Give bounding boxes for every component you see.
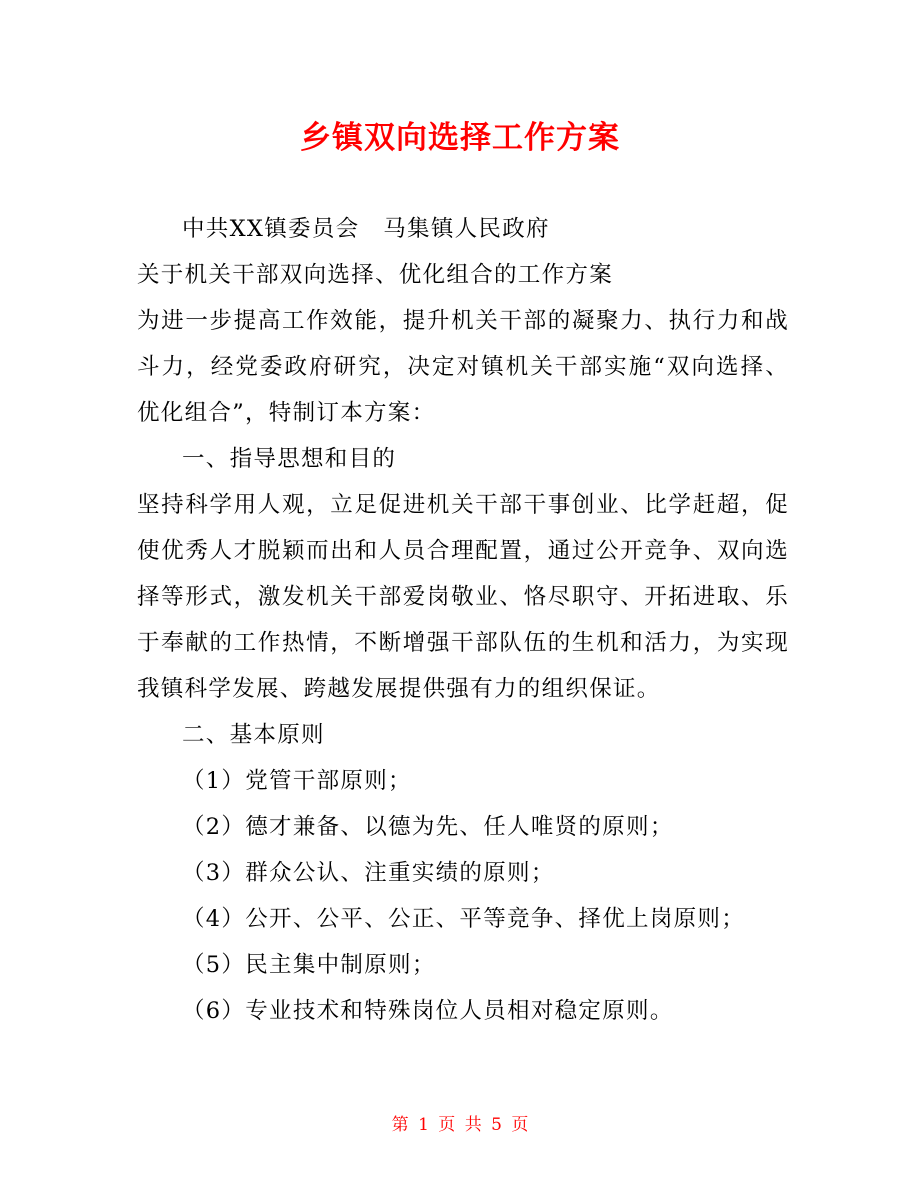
principle-item: （6）专业技术和特殊岗位人员相对稳定原则。 [182, 998, 674, 1024]
principle-item: （3）群众公认、注重实绩的原则； [182, 860, 555, 886]
document-body [137, 206, 789, 1034]
section1-paragraph: 坚持科学用人观，立足促进机关干部干事创业、比学赶超，促使优秀人才脱颖而出和人员合理配置，通过公开竞争、双向选择等形式，激发机关干部爱岗敬业、恪尽职守、开拓进取、乐于奉献的工作热情，不断增强干部队伍的生机和活力，为实现我镇科学发展、跨越发展提供强有力的组织保证。 [137, 492, 789, 702]
section1-heading: 一、指导思想和目的 [182, 446, 397, 472]
intro-paragraph: 为进一步提高工作效能，提升机关干部的凝聚力、执行力和战斗力，经党委政府研究，决定对镇机关干部实施“双向选择、优化组合”，特制订本方案： [137, 308, 789, 426]
principle-item: （2）德才兼备、以德为先、任人唯贤的原则； [182, 814, 674, 840]
section2-heading: 二、基本原则 [182, 722, 325, 748]
page-number-footer: 第 1 页 共 5 页 [391, 1115, 529, 1135]
document-title: 乡镇双向选择工作方案 [300, 120, 620, 156]
subject-line: 关于机关干部双向选择、优化组合的工作方案 [137, 262, 614, 288]
principle-item: （5）民主集中制原则； [182, 952, 436, 978]
principle-item: （1）党管干部原则； [182, 768, 412, 794]
principle-item: （4）公开、公平、公正、平等竞争、择优上岗原则； [182, 906, 746, 932]
issuer-line: 中共XX镇委员会 马集镇人民政府 [182, 216, 550, 242]
